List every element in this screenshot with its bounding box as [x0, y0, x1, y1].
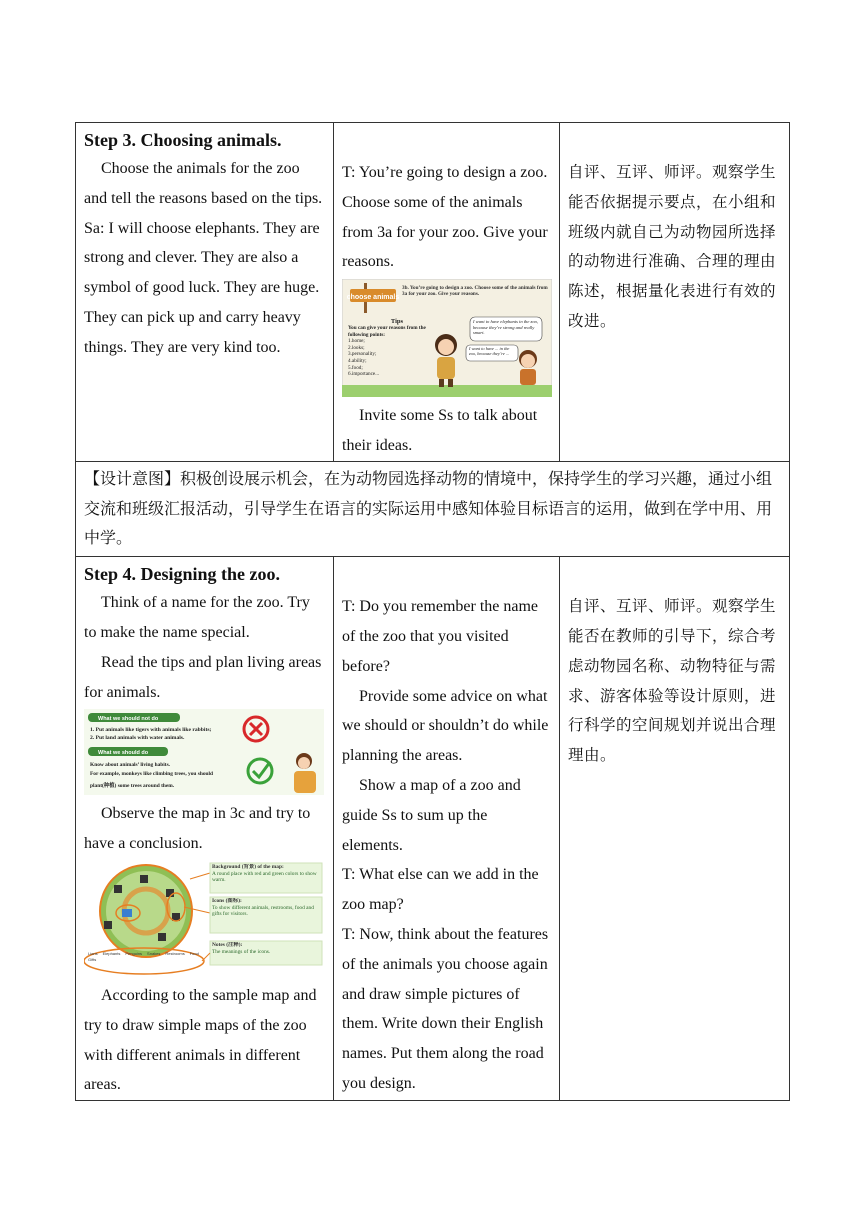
step3-teacher-talk: T: You’re going to design a zoo. Choose some of the animals from 3a for your zoo. Give your reasons.: [342, 164, 548, 271]
step3-invite-ss: Invite some Ss to talk about their ideas.: [342, 407, 538, 454]
step4-activity-cell: [76, 557, 334, 1101]
step4-teacher-cell: [334, 557, 560, 1101]
step4-row: [76, 557, 790, 1101]
step4-title: Step 4. Designing the zoo.: [84, 564, 281, 585]
map-legend-item: Snakes: [147, 950, 161, 956]
step4-draw-map: According to the sample map and try to draw simple maps of the zoo with different animals in different areas.: [84, 986, 317, 1094]
step3-title: Step 3. Choosing animals.: [84, 130, 282, 150]
step4-teacher-question: T: Do you remember the name of the zoo that you visited before?: [342, 598, 539, 675]
map-notes-text: The meanings of the icons.: [212, 948, 271, 955]
map-legend-item: Elephants: [102, 950, 121, 956]
step3-activity-cell: [76, 123, 334, 462]
slide-tips-title: Tips: [390, 318, 404, 326]
slide-heading: 3b. You’re going to design a zoo. Choose some of the animals from 3a for your zoo. Give your reasons.: [402, 285, 548, 298]
tips-do-1: Know about animals’ living habits.: [90, 762, 171, 769]
map-legend-item: Restrooms: [165, 950, 185, 956]
step3-teacher-cell: [334, 123, 560, 462]
slide-tip: 6.importance...: [348, 371, 380, 378]
tips-do-2: For example, monkeys like climbing trees, you should: [90, 771, 214, 778]
map-legend-item: Gifts: [88, 956, 97, 962]
slide-sign: choose animals: [346, 294, 400, 302]
slide-tips-intro: You can give your reasons from the following points:: [348, 325, 426, 338]
step3-instruction: Choose the animals for the zoo and tell the reasons based on the tips.: [84, 160, 323, 207]
design-intent-cell: 【设计意图】积极创设展示机会，在为动物园选择动物的情境中，保持学生的学习兴趣，通过小组交流和班级汇报活动，引导学生在语言的实际运用中感知体验目标语言的运用，做到在学中用、用中学。: [76, 461, 790, 556]
map-notes-title: Notes (注释):: [212, 941, 243, 948]
map-legend-item: Penguins: [125, 950, 143, 956]
step3-evaluation-cell: [560, 123, 790, 462]
slide-tip: 5.food;: [348, 364, 363, 371]
tips-rule-1: 1. Put animals like tigers with animals like rabbits;: [90, 727, 212, 734]
step4-show-map: Show a map of a zoo and guide Ss to sum up the elements.: [342, 776, 521, 854]
tips-bar-should-not: What we should not do: [98, 716, 159, 723]
slide-bubble-2: I want to have ... in the zoo, because they’re ...: [469, 346, 510, 357]
map-icons-title: Icons (图标):: [212, 897, 242, 904]
step4-observe-map: Observe the map in 3c and try to have a conclusion.: [84, 805, 311, 853]
tips-do-3: plant(种植) some trees around them.: [90, 783, 175, 790]
map-icons-text: To show different animals, restrooms, food and gifts for visitors.: [212, 904, 314, 918]
step3-sample-answer: Sa: I will choose elephants. They are strong and clever. They are also a symbol of good luck. They are huge. They can pick up and carry heavy things. They are very kind too.: [84, 219, 320, 356]
slide-tip: 4.ability;: [348, 358, 367, 365]
map-bg-title: Background (背景) of the map:: [212, 863, 284, 870]
step4-evaluation-cell: [560, 557, 790, 1101]
step4-teacher-what-else: T: What else can we add in the zoo map?: [342, 866, 539, 914]
map-legend-item: Lions: [88, 950, 98, 956]
step4-advice: Provide some advice on what we should or shouldn’t do while planning the areas.: [342, 687, 549, 765]
lesson-plan-table: [75, 122, 790, 1101]
slide-bubble-1: I want to have elephants in the zoo, because they’re strong and really smart.: [473, 319, 539, 336]
tips-bar-should: What we should do: [98, 750, 149, 757]
zoo-map-image: [84, 861, 324, 977]
slide-tip: 2.looks;: [348, 344, 365, 351]
step4-evaluation-text: 自评、互评、师评。观察学生能否在教师的引导下，综合考虑动物园名称、动物特征与需求、游客体验等设计原则，进行科学的空间规划并说出合理理由。: [568, 597, 777, 765]
design-intent-row: [76, 461, 790, 556]
step3-evaluation-text: 自评、互评、师评。观察学生能否依据提示要点，在小组和班级内就自己为动物园所选择的动物进行准确、合理的理由陈述，根据量化表进行有效的改进。: [568, 163, 777, 330]
map-legend-item: Food: [189, 950, 199, 956]
tips-rule-2: 2. Put land animals with water animals.: [90, 735, 185, 742]
step3-row: [76, 123, 790, 462]
step4-name-task: Think of a name for the zoo. Try to make the name special.: [84, 594, 310, 641]
step4-teacher-draw: T: Now, think about the features of the animals you choose again and draw simple pictures of them. Write down their English names. Put them along the road you design.: [342, 925, 549, 1092]
slide-tip: 3.personality;: [348, 351, 377, 358]
zoo-tips-image: [84, 709, 324, 795]
slide-tip: 1.home;: [348, 338, 365, 345]
map-bg-text: A round place with red and green colors to show warm.: [212, 870, 317, 884]
step3-slide-image: [342, 279, 552, 397]
step4-read-tips: Read the tips and plan living areas for animals.: [84, 653, 322, 701]
